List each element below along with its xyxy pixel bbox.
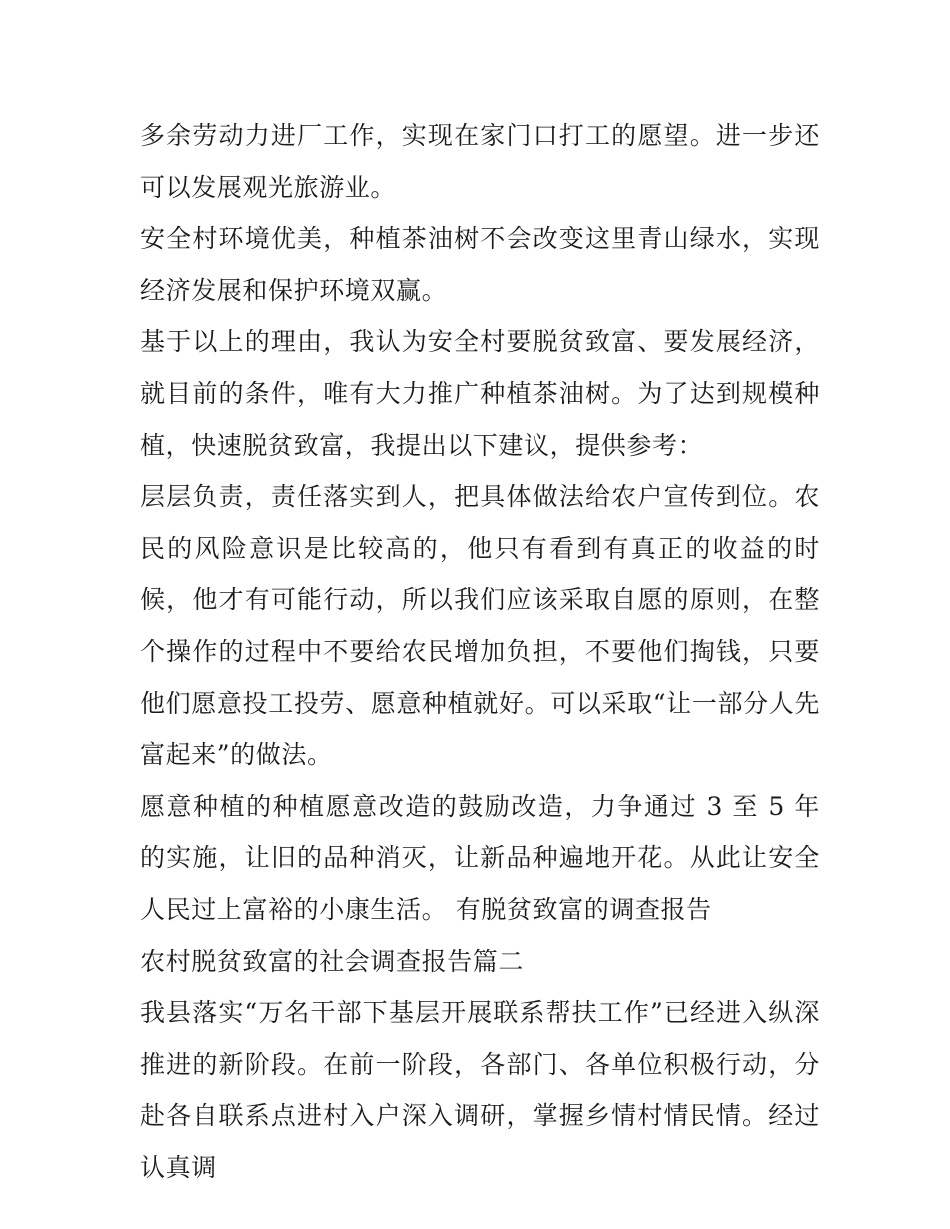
paragraph-planting: 愿意种植的种植愿意改造的鼓励改造，力争通过 3 至 5 年的实施，让旧的品种消灭，让新品种遍地开花。从此让安全人民过上富裕的小康生活。 有脱贫致富的调查报告 <box>140 791 820 924</box>
paragraph-reasons: 基于以上的理由，我认为安全村要脱贫致富、要发展经济，就目前的条件，唯有大力推广种植茶油树。为了达到规模种植，快速脱贫致富，我提出以下建议，提供参考： <box>140 327 820 460</box>
paragraph-county: 我县落实“万名干部下基层开展联系帮扶工作”已经进入纵深推进的新阶段。在前一阶段，各部门、各单位积极行动，分赴各自联系点进村入户深入调研，掌握乡情村情民情。经过认真调 <box>140 998 820 1182</box>
paragraph-environment: 安全村环境优美，种植茶油树不会改变这里青山绿水，实现经济发展和保护环境双赢。 <box>140 224 820 305</box>
section-heading: 农村脱贫致富的社会调查报告篇二 <box>140 946 525 976</box>
document-body <box>140 110 820 1193</box>
paragraph-labor: 多余劳动力进厂工作，实现在家门口打工的愿望。进一步还可以发展观光旅游业。 <box>140 121 820 202</box>
paragraph-responsibility: 层层负责，责任落实到人，把具体做法给农户宣传到位。农民的风险意识是比较高的，他只有看到有真正的收益的时候，他才有可能行动，所以我们应该采取自愿的原则，在整个操作的过程中不要给农民增加负担，不要他们掏钱，只要他们愿意投工投劳、愿意种植就好。可以采取“让一部分人先富起来”的做法。 <box>140 482 820 770</box>
